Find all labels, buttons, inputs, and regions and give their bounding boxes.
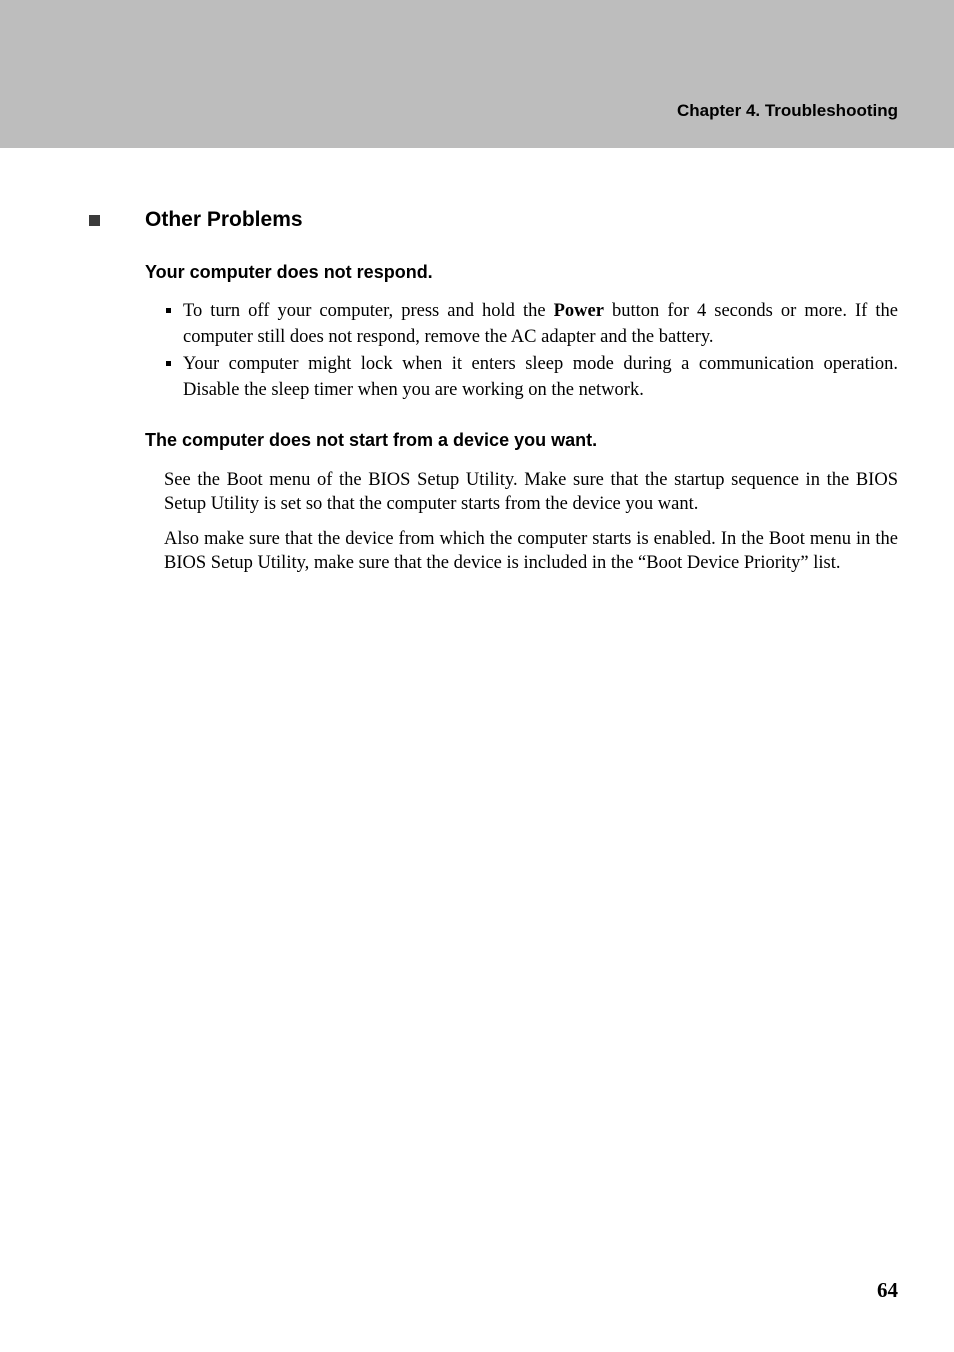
square-bullet-icon [166, 361, 171, 366]
bullet-text-post: button for 4 seconds or more. If the computer still does not respond, remove the AC adapter and the battery. [183, 301, 898, 347]
subsection-title-not-respond: Your computer does not respond. [145, 262, 433, 282]
paragraph: Also make sure that the device from which the computer starts is enabled. In the Boot menu in the BIOS Setup Utility, make sure that the device is included in the “Boot Device Priority” list. [164, 529, 898, 573]
page-number: 64 [877, 1278, 898, 1302]
paragraph: See the Boot menu of the BIOS Setup Utility. Make sure that the startup sequence in the BIOS Setup Utility is set so that the computer starts from the device you want. [164, 470, 898, 514]
bullet-list [164, 298, 898, 404]
bullet-text-pre: To turn off your computer, press and hold the [183, 301, 554, 321]
chapter-title: Chapter 4. Troubleshooting [676, 101, 898, 120]
subsection-title-boot-device: The computer does not start from a device you want. [145, 430, 598, 450]
section-title: Other Problems [145, 208, 303, 231]
header-band [0, 0, 954, 148]
power-button-label: Power [553, 301, 604, 321]
bullet-text: Your computer might lock when it enters sleep mode during a communication operation. Disable the sleep timer when you are working on the network. [183, 354, 898, 400]
list-item [164, 298, 898, 350]
square-bullet-icon [166, 308, 171, 313]
list-item [164, 351, 898, 403]
square-bullet-icon [89, 215, 100, 226]
